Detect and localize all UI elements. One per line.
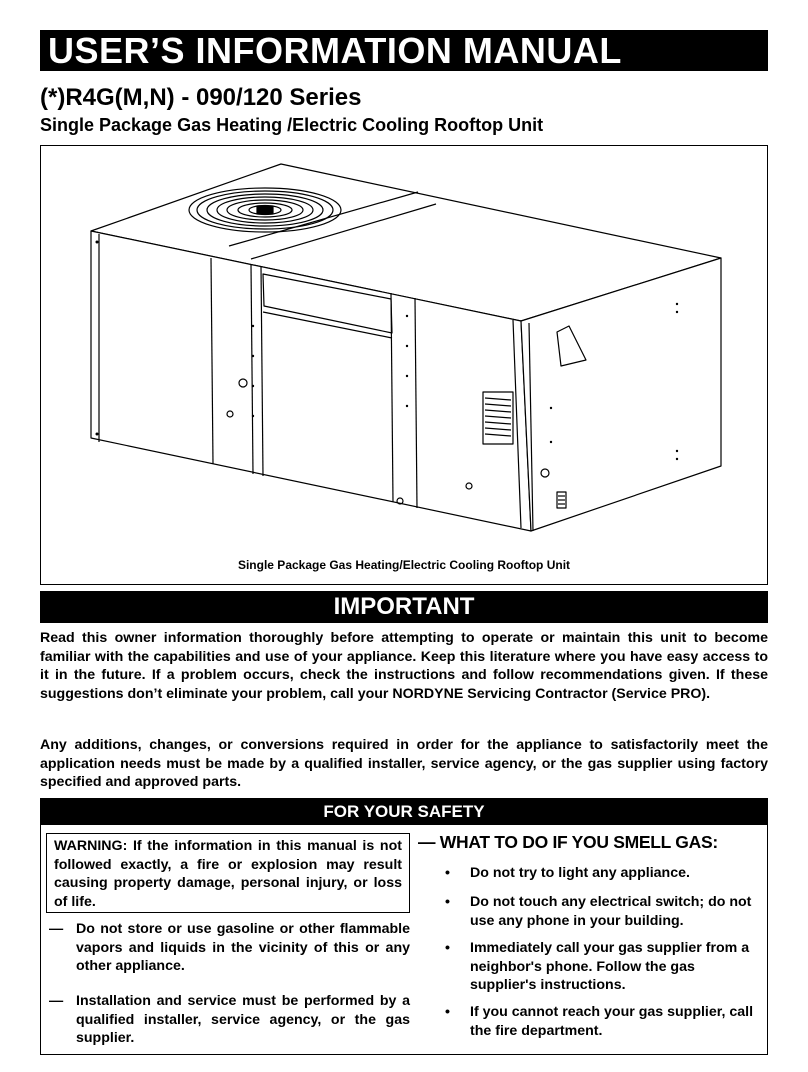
dash-marker: —: [49, 993, 64, 1009]
important-paragraph-1: Read this owner information thoroughly before attempting to operate or maintain this unit to become familiar with the capabilities and use of your appliance. Keep this literature where you have easy access to it in the future. If a problem occurs, check the instructions and follow recommendations given. If these suggestions don’t eliminate your problem, call your NORDYNE Servicing Contractor (Service PRO).: [40, 630, 768, 702]
smell-gas-bullet: [418, 893, 758, 930]
smell-gas-bullet: [418, 1003, 758, 1040]
smell-gas-heading: — WHAT TO DO IF YOU SMELL GAS:: [418, 832, 718, 852]
smell-gas-bullet-text: Do not touch any electrical switch; do not use any phone in your building.: [470, 894, 752, 929]
smell-gas-bullet-text: Immediately call your gas supplier from a neighbor's phone. Follow the gas supplier's instructions.: [470, 940, 750, 993]
smell-gas-bullet: [418, 864, 758, 883]
unit-figure: [40, 145, 768, 585]
rooftop-unit-illustration: [41, 146, 769, 586]
bullet-marker: •: [445, 894, 450, 910]
important-heading: IMPORTANT: [40, 591, 768, 623]
important-paragraph-2: Any additions, changes, or conversions required in order for the appliance to satisfactorily meet the application needs must be made by a qualified installer, service agency, or the gas supplier using factory specified and approved parts.: [40, 737, 768, 790]
manual-title: USER’S INFORMATION MANUAL: [40, 30, 768, 71]
safety-dash-text: Do not store or use gasoline or other flammable vapors and liquids in the vicinity of this or any other appliance.: [76, 921, 410, 974]
safety-dash-text: Installation and service must be performed by a qualified installer, service agency, or the gas supplier.: [76, 993, 410, 1046]
series-heading: (*)R4G(M,N) - 090/120 Series: [40, 84, 362, 111]
smell-gas-bullet-text: Do not try to light any appliance.: [470, 865, 690, 881]
bullet-marker: •: [445, 940, 450, 956]
smell-gas-bullet-text: If you cannot reach your gas supplier, call the fire department.: [470, 1004, 754, 1039]
smell-gas-bullet: [418, 939, 758, 995]
product-subtitle: Single Package Gas Heating /Electric Cooling Rooftop Unit: [40, 115, 544, 135]
safety-dash-item: [46, 920, 410, 976]
safety-heading: FOR YOUR SAFETY: [40, 798, 768, 825]
safety-dash-item: [46, 992, 410, 1048]
bullet-marker: •: [445, 865, 450, 881]
dash-marker: —: [49, 921, 64, 937]
figure-caption: Single Package Gas Heating/Electric Cooling Rooftop Unit: [237, 558, 571, 572]
warning-box: WARNING: If the information in this manual is not followed exactly, a fire or explosion may result causing property damage, personal injury, or loss of life.: [46, 833, 410, 913]
bullet-marker: •: [445, 1004, 450, 1020]
